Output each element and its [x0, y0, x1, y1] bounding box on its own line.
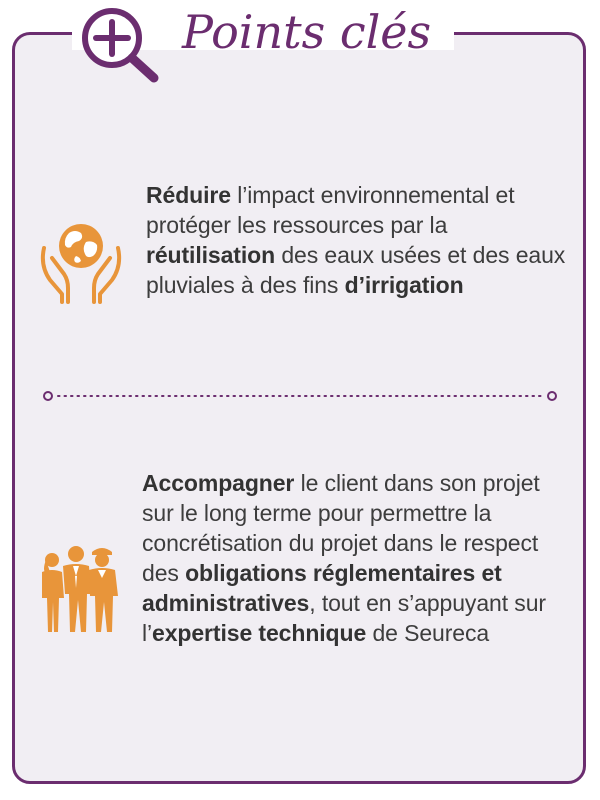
magnifier-plus-icon — [74, 2, 164, 86]
key-point-reuse-text — [146, 180, 576, 300]
dotted-divider — [42, 390, 558, 402]
key-points-card — [12, 32, 586, 784]
text-segment: des eaux usées et des eaux pluviales à des fins — [146, 242, 566, 298]
hands-globe-icon — [36, 218, 126, 304]
key-point-support-text — [142, 468, 572, 648]
text-segment: , tout en s’appuyant sur l’ — [142, 590, 546, 646]
page-title: Points clés — [182, 5, 432, 59]
emphasis-reutilisation: réutilisation — [146, 242, 276, 268]
emphasis-reduire: Réduire — [146, 182, 231, 208]
text-segment: le client dans son projet sur le long terme pour permettre la concrétisation du projet dans le respect des — [142, 470, 540, 586]
emphasis-obligations: obligations réglementaires et administratives — [142, 560, 502, 616]
emphasis-accompagner: Accompagner — [142, 470, 295, 496]
emphasis-irrigation: d’irrigation — [344, 272, 464, 298]
team-people-icon — [38, 538, 126, 634]
emphasis-expertise: expertise technique — [152, 620, 367, 646]
text-segment: l’impact environnemental et protéger les ressources par la — [146, 182, 515, 238]
text-segment: de Seureca — [366, 620, 490, 646]
